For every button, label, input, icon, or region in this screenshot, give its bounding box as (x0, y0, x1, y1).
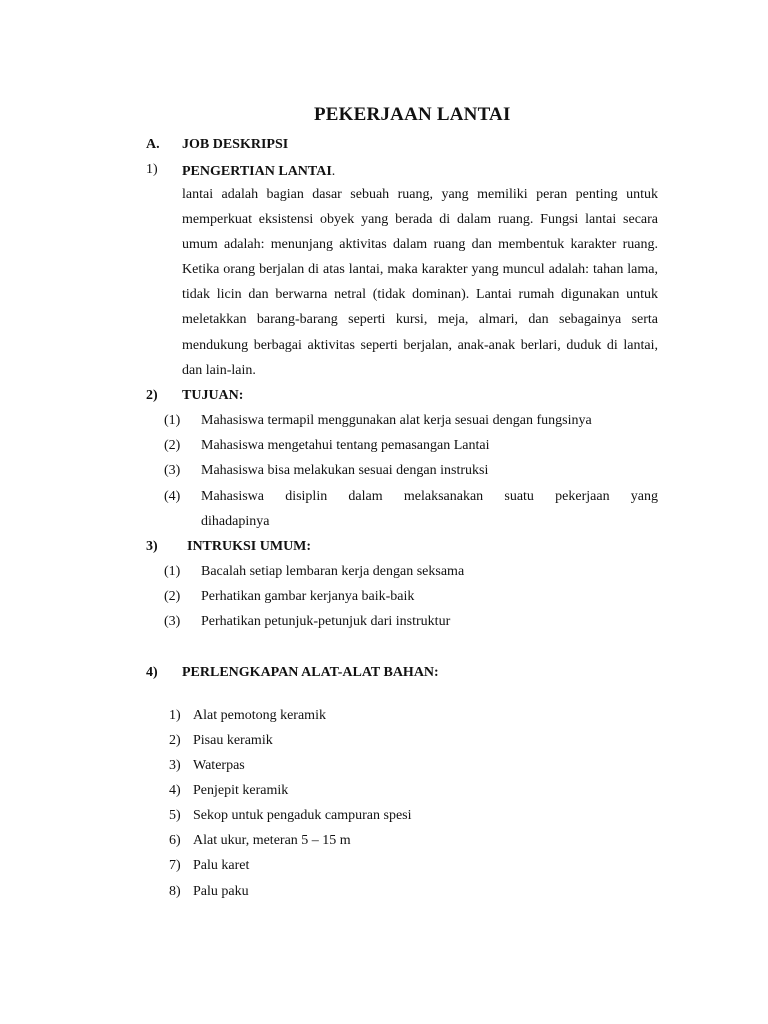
equipment-item-text: Alat ukur, meteran 5 – 15 m (193, 833, 351, 848)
equipment-item-number: 8) (169, 884, 181, 899)
page-title: PEKERJAAN LANTAI (314, 104, 511, 125)
lantai-definition-paragraph: lantai adalah bagian dasar sebuah ruang, yang memiliki peran penting untuk memperkuat eksistensi obyek yang berada di dalam ruang. Fungsi lantai secara umum adalah: menunjang aktivitas dalam ruang dan membentuk karakter ruang. Ketika orang berjalan di atas lantai, maka karakter yang muncul adalah: tahan lama, tidak licin dan berwarna netral (tidak dominan). Lantai rumah digunakan untuk meletakkan barang-barang seperti kursi, meja, almari, dan sebagainya serta mendukung berbagai aktivitas seperti berjalan, anak-anak berlari, duduk di lantai, dan lain-lain. (182, 187, 658, 378)
goal-item-number: (2) (164, 438, 181, 453)
instruction-item-text: Bacalah setiap lembaran kerja dengan seksama (201, 564, 465, 579)
equipment-item-number: 6) (169, 833, 181, 848)
equipment-item-text: Pisau keramik (193, 733, 273, 748)
section-a-marker: A. (146, 137, 160, 152)
equipment-item-text: Palu karet (193, 858, 250, 873)
instruction-item-text: Perhatikan gambar kerjanya baik-baik (201, 589, 415, 604)
section-1-heading-label: PENGERTIAN LANTAI (182, 164, 332, 179)
instruction-item-text: Perhatikan petunjuk-petunjuk dari instruktur (201, 614, 451, 629)
goal-item-number: (4) (164, 489, 181, 504)
section-a-heading: JOB DESKRIPSI (182, 137, 289, 152)
section-2-marker: 2) (146, 388, 158, 403)
equipment-item-number: 1) (169, 708, 181, 723)
goal-item-number: (3) (164, 463, 181, 478)
goal-item-text: Mahasiswa mengetahui tentang pemasangan Lantai (201, 438, 490, 453)
equipment-item-text: Waterpas (193, 758, 245, 773)
section-1-marker: 1) (146, 162, 158, 177)
equipment-item-number: 5) (169, 808, 181, 823)
goal-item-continuation: dihadapinya (201, 514, 270, 529)
equipment-item-number: 7) (169, 858, 181, 873)
goal-item-text: Mahasiswa disiplin dalam melaksanakan suatu pekerjaan yang (201, 489, 658, 504)
equipment-item-number: 2) (169, 733, 181, 748)
goal-item-text: Mahasiswa termapil menggunakan alat kerja sesuai dengan fungsinya (201, 413, 592, 428)
equipment-item-text: Alat pemotong keramik (193, 708, 326, 723)
section-2-heading: TUJUAN: (182, 388, 244, 403)
goal-item-text: Mahasiswa bisa melakukan sesuai dengan instruksi (201, 463, 489, 478)
instruction-item-number: (2) (164, 589, 181, 604)
section-3-heading: INTRUKSI UMUM: (187, 539, 312, 554)
section-1-heading (182, 162, 335, 180)
section-4-marker: 4) (146, 665, 158, 680)
equipment-item-number: 3) (169, 758, 181, 773)
goal-item-number: (1) (164, 413, 181, 428)
section-1-heading-suffix: . (331, 164, 336, 179)
equipment-item-text: Palu paku (193, 884, 249, 899)
equipment-item-text: Sekop untuk pengaduk campuran spesi (193, 808, 412, 823)
instruction-item-number: (1) (164, 564, 181, 579)
section-4-heading: PERLENGKAPAN ALAT-ALAT BAHAN: (182, 665, 439, 680)
equipment-item-text: Penjepit keramik (193, 783, 289, 798)
instruction-item-number: (3) (164, 614, 181, 629)
section-3-marker: 3) (146, 539, 158, 554)
equipment-item-number: 4) (169, 783, 181, 798)
